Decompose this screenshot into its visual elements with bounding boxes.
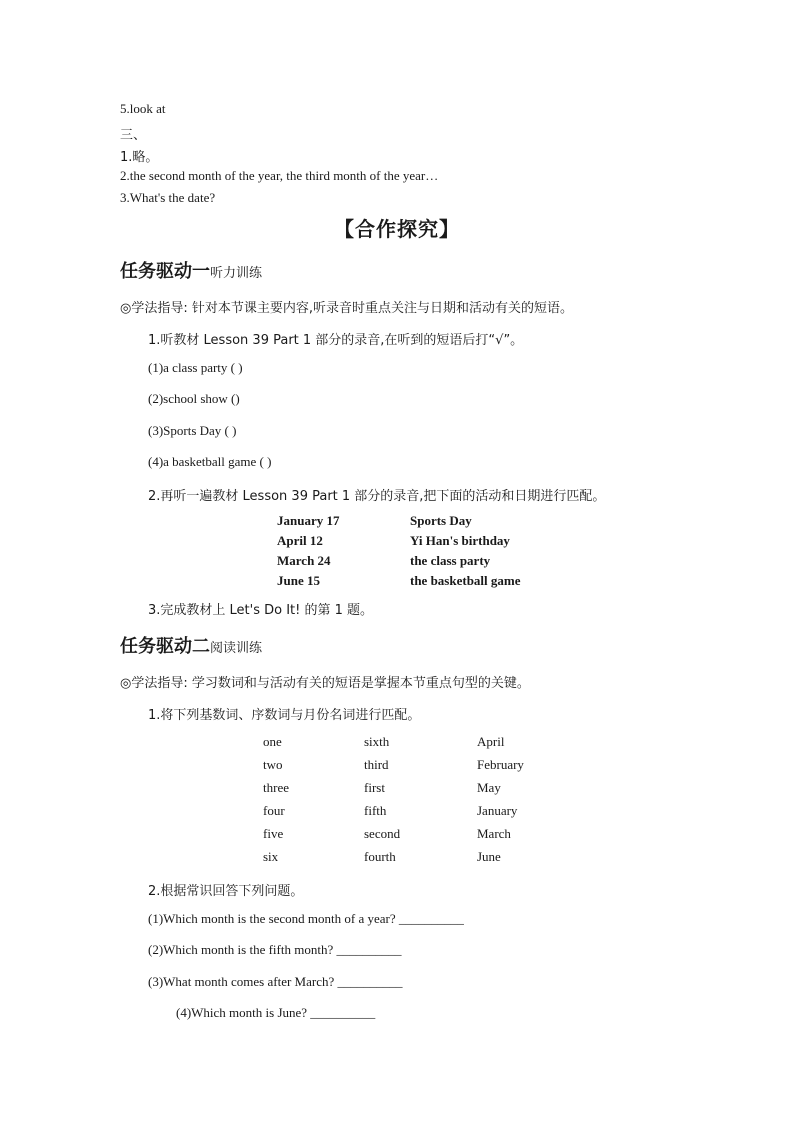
task2-title bbox=[120, 632, 262, 658]
answer-line-1: 5.look at bbox=[120, 101, 166, 116]
answer-line-5: 3.What's the date? bbox=[120, 190, 216, 205]
match-event: Sports Day bbox=[410, 513, 472, 528]
grid-ordinal: fifth bbox=[364, 803, 387, 818]
answer-line-4: 2.the second month of the year, the third month of the year… bbox=[120, 168, 439, 183]
task2-title-strong: 任务驱动二 bbox=[120, 636, 210, 657]
task1-title-strong: 任务驱动一 bbox=[120, 261, 210, 282]
match-event: the basketball game bbox=[410, 573, 521, 588]
task1-question-3: 3.完成教材上 Let's Do It! 的第 1 题。 bbox=[148, 603, 374, 618]
task1-question-2: 2.再听一遍教材 Lesson 39 Part 1 部分的录音,把下面的活动和日期进行匹配。 bbox=[148, 489, 606, 504]
task1-title bbox=[120, 257, 262, 283]
grid-month: March bbox=[477, 826, 511, 841]
match-date: June 15 bbox=[277, 573, 320, 588]
grid-ordinal: first bbox=[364, 780, 385, 795]
task2-sub-question: (2)Which month is the fifth month? __________ bbox=[148, 942, 402, 957]
task1-option-1: (1)a class party ( ) bbox=[148, 360, 243, 375]
task2-title-small: 阅读训练 bbox=[210, 641, 263, 656]
grid-cardinal: five bbox=[263, 826, 284, 841]
task2-question-1: 1.将下列基数词、序数词与月份名词进行匹配。 bbox=[148, 708, 421, 723]
grid-cardinal: one bbox=[263, 734, 282, 749]
match-event: Yi Han's birthday bbox=[410, 533, 510, 548]
grid-month: February bbox=[477, 757, 524, 772]
grid-month: May bbox=[477, 780, 501, 795]
answer-line-3: 1.略。 bbox=[120, 150, 159, 165]
grid-month: April bbox=[477, 734, 505, 749]
answer-line-2: 三、 bbox=[120, 128, 147, 143]
grid-cardinal: four bbox=[263, 803, 285, 818]
section-heading: 【合作探究】 bbox=[334, 217, 460, 241]
grid-cardinal: six bbox=[263, 849, 279, 864]
task2-question-2: 2.根据常识回答下列问题。 bbox=[148, 884, 304, 899]
grid-month: January bbox=[477, 803, 518, 818]
task1-option-3: (3)Sports Day ( ) bbox=[148, 423, 237, 438]
grid-month: June bbox=[477, 849, 501, 864]
task1-question-1: 1.听教材 Lesson 39 Part 1 部分的录音,在听到的短语后打“√”。 bbox=[148, 333, 524, 348]
match-date: April 12 bbox=[277, 533, 323, 548]
grid-cardinal: two bbox=[263, 757, 283, 772]
grid-ordinal: sixth bbox=[364, 734, 390, 749]
grid-cardinal: three bbox=[263, 780, 289, 795]
match-event: the class party bbox=[410, 553, 491, 568]
match-date: January 17 bbox=[277, 513, 340, 528]
task2-sub-question: (1)Which month is the second month of a year? __________ bbox=[148, 911, 464, 926]
task1-option-2: (2)school show () bbox=[148, 391, 240, 406]
task1-option-4: (4)a basketball game ( ) bbox=[148, 454, 272, 469]
task2-sub-question: (3)What month comes after March? __________ bbox=[148, 974, 403, 989]
task1-title-small: 听力训练 bbox=[210, 266, 263, 281]
task2-guide: ◎学法指导: 学习数词和与活动有关的短语是掌握本节重点句型的关键。 bbox=[120, 676, 530, 691]
task2-sub-question: (4)Which month is June? __________ bbox=[176, 1005, 376, 1020]
grid-ordinal: fourth bbox=[364, 849, 396, 864]
grid-ordinal: second bbox=[364, 826, 401, 841]
task1-guide: ◎学法指导: 针对本节课主要内容,听录音时重点关注与日期和活动有关的短语。 bbox=[120, 301, 573, 316]
match-date: March 24 bbox=[277, 553, 331, 568]
grid-ordinal: third bbox=[364, 757, 389, 772]
